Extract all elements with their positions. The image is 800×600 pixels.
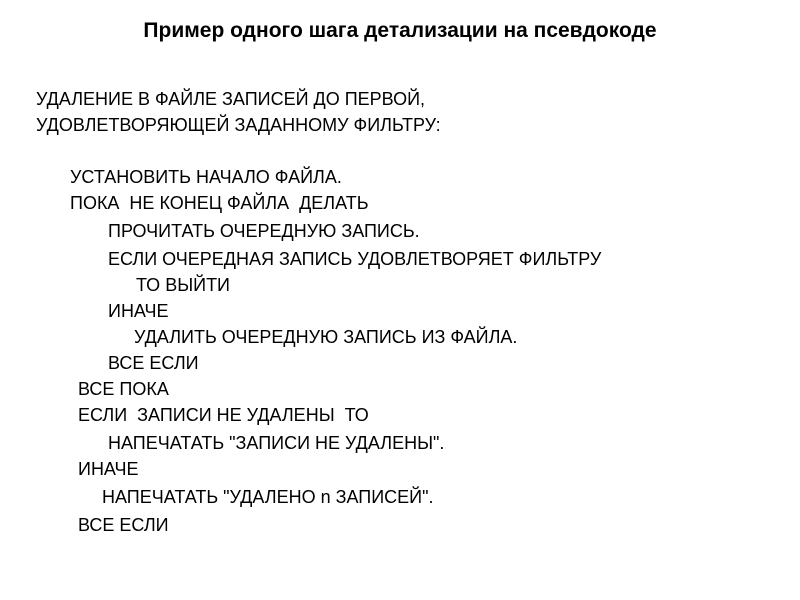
pseudocode-line: ВСЕ ПОКА (78, 379, 169, 399)
pseudocode-line: ИНАЧЕ (78, 459, 139, 479)
pseudocode-line: ПОКА НЕ КОНЕЦ ФАЙЛА ДЕЛАТЬ (70, 193, 369, 213)
pseudocode-line: ВСЕ ЕСЛИ (78, 515, 169, 535)
pseudocode-line: ИНАЧЕ (108, 301, 169, 321)
pseudocode-line: ВСЕ ЕСЛИ (108, 353, 199, 373)
pseudocode-line: УДОВЛЕТВОРЯЮЩЕЙ ЗАДАННОМУ ФИЛЬТРУ: (36, 115, 441, 135)
pseudocode-line: УСТАНОВИТЬ НАЧАЛО ФАЙЛА. (70, 167, 342, 187)
pseudocode-line: УДАЛЕНИЕ В ФАЙЛЕ ЗАПИСЕЙ ДО ПЕРВОЙ, (36, 89, 426, 109)
pseudocode-line: ЕСЛИ ЗАПИСИ НЕ УДАЛЕНЫ ТО (78, 405, 369, 425)
pseudocode-line: УДАЛИТЬ ОЧЕРЕДНУЮ ЗАПИСЬ ИЗ ФАЙЛА. (134, 327, 518, 347)
pseudocode-line: ТО ВЫЙТИ (136, 275, 230, 295)
pseudocode-line: НАПЕЧАТАТЬ "ЗАПИСИ НЕ УДАЛЕНЫ". (108, 433, 445, 453)
pseudocode-line: НАПЕЧАТАТЬ "УДАЛЕНО n ЗАПИСЕЙ". (102, 487, 434, 507)
slide-title: Пример одного шага детализации на псевдокоде (143, 19, 657, 42)
pseudocode-line: ЕСЛИ ОЧЕРЕДНАЯ ЗАПИСЬ УДОВЛЕТВОРЯЕТ ФИЛЬТРУ (108, 249, 602, 269)
pseudocode-line: ПРОЧИТАТЬ ОЧЕРЕДНУЮ ЗАПИСЬ. (108, 221, 420, 241)
